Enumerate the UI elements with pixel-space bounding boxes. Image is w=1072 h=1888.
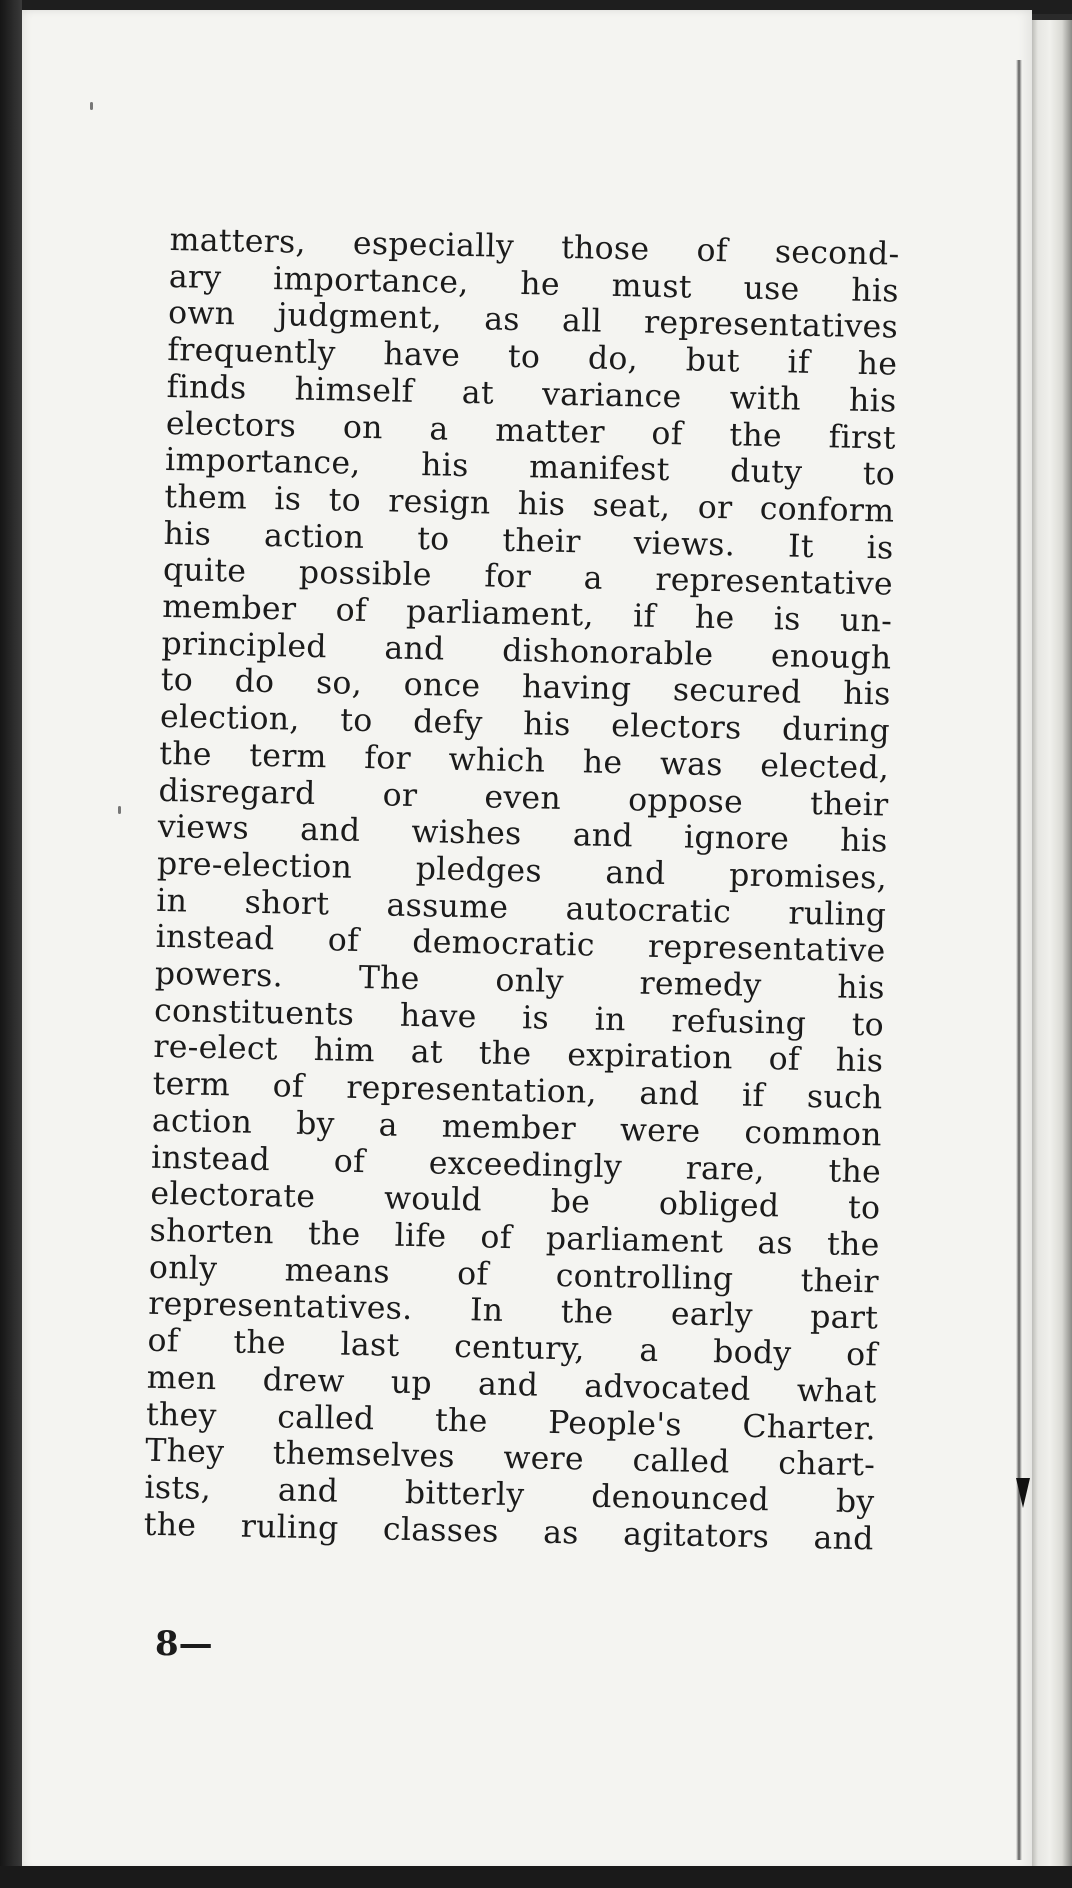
text-line: powers. The only remedy his xyxy=(154,955,886,1007)
scan-border-left xyxy=(0,0,22,1888)
text-line: frequently have to do, but if he xyxy=(167,332,898,383)
text-line: the term for which he was elected, xyxy=(158,735,890,787)
text-line: ists, and bitterly denounced by xyxy=(144,1469,875,1521)
paper-speck xyxy=(90,102,93,110)
text-line: re-elect him at the expiration of his xyxy=(153,1029,884,1080)
text-line: they called the People's Charter. xyxy=(145,1396,877,1447)
text-line: to do so, once having secured his xyxy=(160,662,892,713)
text-line: instead of exceedingly rare, the xyxy=(150,1139,882,1191)
underlying-page-edge xyxy=(1032,20,1072,1866)
text-line: them is to resign his seat, or conform xyxy=(164,478,895,530)
text-line: the ruling classes as agitators and xyxy=(143,1506,875,1557)
page-spine-shadow xyxy=(1016,60,1022,1860)
paper-speck xyxy=(118,806,121,814)
text-line: disregard or even oppose their xyxy=(158,772,889,824)
spine-mark xyxy=(1016,1478,1030,1508)
text-line: of the last century, a body of xyxy=(147,1322,878,1374)
scan-border-bottom xyxy=(0,1866,1072,1888)
text-line: term of representation, and if such xyxy=(152,1066,883,1117)
text-line: action by a member were common xyxy=(151,1102,883,1154)
text-line: electors on a matter of the first xyxy=(165,405,897,457)
text-line: views and wishes and ignore his xyxy=(157,809,889,860)
text-line: electorate would be obliged to xyxy=(150,1176,881,1227)
text-line: matters, especially those of second- xyxy=(169,222,900,273)
text-line: They themselves were called chart- xyxy=(144,1432,876,1484)
text-line: only means of controlling their xyxy=(148,1249,880,1301)
text-line: election, to defy his electors during xyxy=(159,699,891,750)
text-line: principled and dishonorable enough xyxy=(161,625,892,677)
text-line: men drew up and advocated what xyxy=(146,1359,878,1411)
text-line: shorten the life of parliament as the xyxy=(149,1212,880,1264)
text-line: own judgment, as all representatives xyxy=(167,295,899,347)
text-line: importance, his manifest duty to xyxy=(164,442,896,493)
text-line: instead of democratic representative xyxy=(155,919,886,970)
text-line: representatives. In the early part xyxy=(147,1286,879,1337)
text-line: ary importance, he must use his xyxy=(168,258,900,310)
text-line: member of parliament, if he is un- xyxy=(161,588,893,640)
text-line: in short assume autocratic ruling xyxy=(156,882,887,934)
text-line: finds himself at variance with his xyxy=(166,368,897,420)
text-line: quite possible for a representative xyxy=(162,552,894,603)
page-number: 8— xyxy=(155,1624,213,1664)
text-line: constituents have is in refusing to xyxy=(153,992,885,1044)
text-line: his action to their views. It is xyxy=(163,515,894,567)
body-text xyxy=(143,222,899,1558)
text-line: pre-election pledges and promises, xyxy=(156,845,888,897)
